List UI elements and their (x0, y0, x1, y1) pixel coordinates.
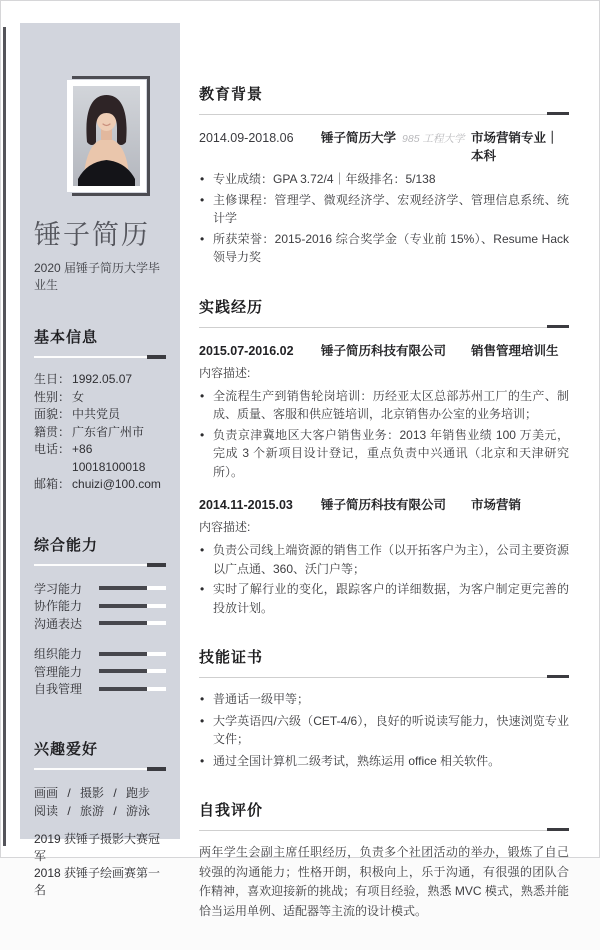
award-line: 2019 获锤子摄影大赛冠军 (34, 831, 161, 863)
experience-entry (199, 495, 569, 617)
skill-bar-fill (99, 652, 147, 656)
skill-bar-fill (99, 621, 147, 625)
skill-group (34, 645, 166, 698)
description-label: 内容描述: (199, 520, 251, 534)
section-divider (34, 563, 166, 567)
skill-bar-track (99, 586, 166, 590)
divider-dash (547, 112, 569, 115)
info-row-hometown: 籍贯： 广东省广州市 (34, 424, 145, 439)
experience-title: 实践经历 (199, 298, 264, 316)
section-divider (199, 674, 569, 678)
interests-title: 兴趣爱好 (34, 740, 99, 758)
interest-line: 阅读 / 旅游 / 游泳 (34, 803, 151, 818)
bullet-item: • 全流程生产到销售轮岗培训：历经亚太区总部苏州工厂的生产、制成、质量、客服和供应链培训，北京销售办公室的业务培训； (199, 387, 569, 424)
info-row-email: 邮箱： chuizi@100.com (34, 477, 161, 491)
experience-role: 销售管理培训生 (471, 343, 559, 358)
skill-bar-fill (99, 669, 147, 673)
self-evaluation-title: 自我评价 (199, 802, 264, 819)
skill-group (34, 580, 166, 633)
skill-bar-track (99, 669, 166, 673)
experience-section (199, 296, 569, 618)
divider-dash (547, 828, 569, 831)
skill-bar-track (99, 604, 166, 608)
experience-company: 锤子简历科技有限公司 (321, 498, 447, 512)
education-bullets (199, 170, 569, 267)
education-title: 教育背景 (199, 86, 264, 103)
education-entry-row (199, 128, 569, 164)
skill-bars (34, 580, 166, 698)
skills-certificates-section (199, 646, 569, 770)
education-major: 市场营销专业｜本科 (471, 131, 559, 163)
basic-info-list (34, 371, 166, 494)
divider-dash (547, 675, 569, 678)
info-row-phone: 电话： +86 10018100018 (34, 442, 146, 474)
skill-bar-track (99, 687, 166, 691)
experience-role: 市场营销 (471, 498, 522, 512)
bullet-item: • 主修课程：管理学、微观经济学、宏观经济学、管理信息系统、统计学 (199, 191, 569, 228)
interests-section (34, 738, 166, 899)
award-line: 2018 获锤子绘画赛第一名 (34, 865, 161, 897)
education-section (199, 83, 569, 267)
info-row-gender: 性别： 女 (34, 389, 85, 404)
experience-bullets (199, 387, 569, 482)
skill-row: 沟通表达 (34, 615, 166, 633)
skill-bar-track (99, 621, 166, 625)
bullet-item: • 负责公司线上端资源的销售工作（以开拓客户为主），公司主要资源以广点通、360、沃门户等； (199, 541, 569, 578)
section-divider (199, 827, 569, 831)
bullet-item: • 通过全国计算机二级考试，熟练运用 office 相关软件。 (199, 752, 569, 771)
divider-dash (147, 355, 166, 359)
education-entry (199, 128, 569, 267)
skill-bar-fill (99, 586, 147, 590)
basic-info-title: 基本信息 (34, 329, 99, 346)
divider-dash (547, 325, 569, 328)
skill-bar-fill (99, 604, 147, 608)
skill-bar-track (99, 652, 166, 656)
abilities-title: 综合能力 (34, 536, 99, 554)
profile-photo (73, 86, 140, 186)
bullet-item: • 实时了解行业的变化，跟踪客户的详细数据，为客户制定更完善的投放计划。 (199, 580, 569, 617)
divider-dash (147, 767, 166, 771)
skill-row: 协作能力 (34, 597, 166, 615)
certificates-bullets (199, 690, 569, 770)
skill-row: 学习能力 (34, 580, 166, 598)
person-subtitle: 2020 届锤子简历大学毕业生 (34, 261, 161, 292)
abilities-section (34, 534, 166, 698)
self-evaluation-section (199, 799, 569, 921)
person-name: 锤子简历 (34, 220, 150, 250)
experience-date: 2015.07-2016.02 (199, 343, 294, 358)
section-divider (34, 767, 166, 771)
section-divider (199, 324, 569, 328)
experience-company: 锤子简历科技有限公司 (321, 343, 447, 358)
main-content (199, 71, 569, 950)
divider-dash (147, 563, 166, 567)
education-school: 锤子简历大学 985 工程大学 (321, 131, 465, 145)
self-evaluation-text: 两年学生会副主席任职经历，负责多个社团活动的举办，锻炼了自己较强的沟通能力；性格开朗，积极向上，乐于沟通，有很强的团队合作精神，喜欢迎接新的挑战；有项目经验，熟悉 MVC 模式，熟悉并能恰当运用单例、适配器等主流的设计模式。 (199, 845, 569, 918)
school-note: 985 工程大学 (402, 133, 465, 145)
skill-row: 组织能力 (34, 645, 166, 663)
award-list (34, 831, 166, 899)
bullet-item: • 普通话一级甲等； (199, 690, 569, 709)
section-divider (34, 355, 166, 359)
profile-photo-frame (67, 80, 146, 192)
bullet-item: • 负责京津冀地区大客户销售业务：2013 年销售业绩 100 万美元，完成 3 个新项目设计登记，重点负责中兴通讯（北京和天津研究所）。 (199, 426, 569, 482)
section-divider (199, 111, 569, 115)
bullet-item: • 大学英语四/六级（CET-4/6），良好的听说读写能力，快速浏览专业文件； (199, 712, 569, 749)
experience-date: 2014.11-2015.03 (199, 498, 293, 512)
skill-bar-fill (99, 687, 147, 691)
experience-bullets (199, 541, 569, 617)
info-row-birthday: 生日： 1992.05.07 (34, 372, 133, 386)
basic-info-section (34, 326, 166, 494)
sidebar (20, 23, 180, 897)
interest-list (34, 784, 166, 820)
bullet-item: • 所获荣誉：2015-2016 综合奖学金（专业前 15%）、Resume Hack 领导力奖 (199, 230, 569, 267)
info-row-political-status: 面貌： 中共党员 (34, 407, 121, 421)
bullet-item: • 专业成绩：GPA 3.72/4｜年级排名：5/138 (199, 170, 569, 189)
interest-line: 画画 / 摄影 / 跑步 (34, 785, 151, 800)
experience-entry-row (199, 341, 569, 359)
left-accent-bar (3, 27, 6, 846)
skill-row: 管理能力 (34, 663, 166, 681)
skill-row: 自我管理 (34, 680, 166, 698)
skills-certificates-title: 技能证书 (199, 649, 264, 666)
education-date: 2014.09-2018.06 (199, 131, 294, 145)
experience-entry (199, 341, 569, 482)
description-label: 内容描述: (199, 365, 251, 380)
experience-entry-row (199, 495, 569, 513)
